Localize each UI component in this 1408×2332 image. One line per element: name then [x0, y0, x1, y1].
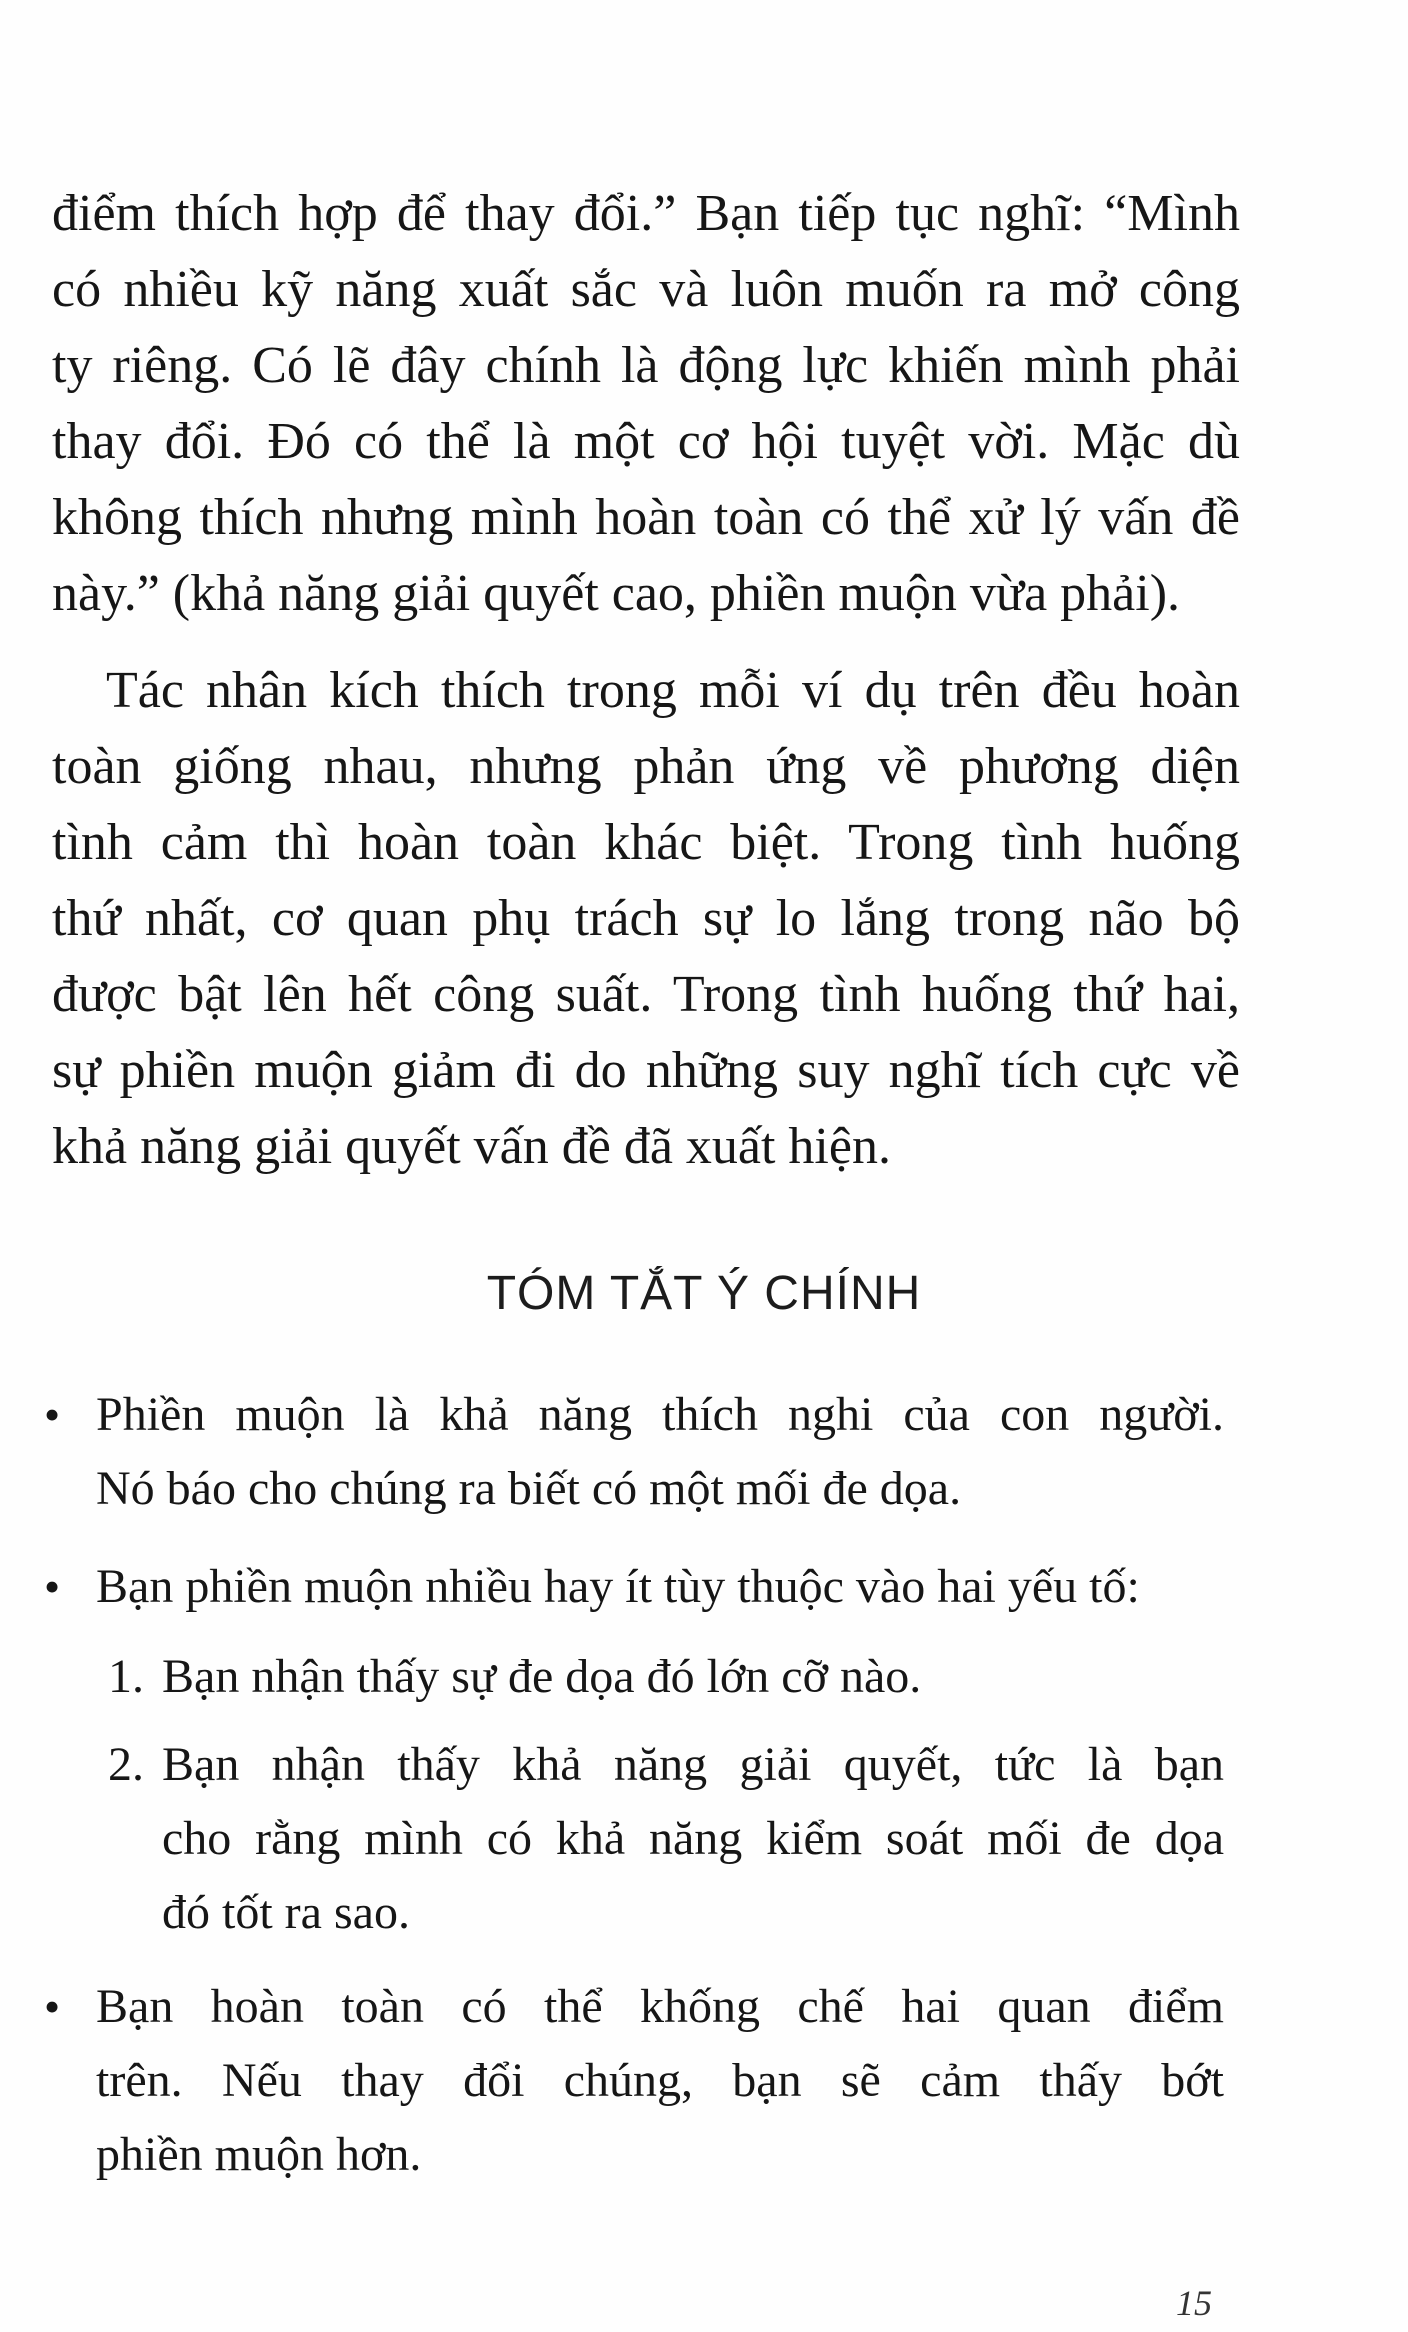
bullet-marker: •	[44, 1561, 61, 1612]
numbered-line: cho rằng mình có khả năng kiểm soát mối đe dọa	[162, 1812, 1224, 1865]
numbered-item	[108, 1728, 1224, 1952]
numbered-item	[108, 1640, 1224, 1716]
summary-bullet-item	[44, 1550, 1224, 1626]
bullet-line: Bạn phiền muộn nhiều hay ít tùy thuộc vào hai yếu tố:	[96, 1560, 1140, 1613]
paragraph-line: điểm thích hợp để thay đổi.” Bạn tiếp tục nghĩ: “Mình	[52, 185, 1240, 242]
paragraph-line: này.” (khả năng giải quyết cao, phiền muộn vừa phải).	[52, 565, 1181, 622]
paragraph-line: được bật lên hết công suất. Trong tình huống thứ hai,	[52, 966, 1240, 1023]
paragraph-continued	[52, 176, 1240, 632]
paragraph-line: ty riêng. Có lẽ đây chính là động lực khiến mình phải	[52, 337, 1240, 394]
bullet-line: Nó báo cho chúng ra biết có một mối đe dọa.	[96, 1462, 962, 1515]
paragraph-line: có nhiều kỹ năng xuất sắc và luôn muốn ra mở công	[52, 261, 1240, 318]
bullet-line: Bạn hoàn toàn có thể khống chế hai quan điểm	[96, 1980, 1224, 2033]
list-number: 1.	[108, 1650, 144, 1703]
paragraph-line: khả năng giải quyết vấn đề đã xuất hiện.	[52, 1118, 891, 1175]
numbered-line: Bạn nhận thấy khả năng giải quyết, tức là bạn	[162, 1738, 1224, 1791]
list-number: 2.	[108, 1738, 144, 1791]
summary-bullet-item	[44, 1970, 1224, 2194]
paragraph-line: Tác nhân kích thích trong mỗi ví dụ trên đều hoàn	[106, 662, 1240, 719]
paragraph-line: thay đổi. Đó có thể là một cơ hội tuyệt vời. Mặc dù	[52, 413, 1240, 470]
paragraph-line: thứ nhất, cơ quan phụ trách sự lo lắng trong não bộ	[52, 890, 1240, 947]
paragraph-line: tình cảm thì hoàn toàn khác biệt. Trong tình huống	[52, 814, 1240, 871]
paragraph-line: toàn giống nhau, nhưng phản ứng về phương diện	[52, 738, 1240, 795]
bullet-line: trên. Nếu thay đổi chúng, bạn sẽ cảm thấy bớt	[96, 2054, 1224, 2107]
bullet-line: phiền muộn hơn.	[96, 2128, 422, 2181]
summary-bullet-item	[44, 1378, 1224, 1528]
page-number: 15	[1176, 2283, 1212, 2323]
numbered-line: Bạn nhận thấy sự đe dọa đó lớn cỡ nào.	[162, 1650, 922, 1703]
bullet-marker: •	[44, 1389, 61, 1440]
bullet-line: Phiền muộn là khả năng thích nghi của con người.	[96, 1388, 1224, 1441]
numbered-line: đó tốt ra sao.	[162, 1886, 410, 1939]
paragraph-conclusion	[52, 653, 1240, 1185]
paragraph-line: sự phiền muộn giảm đi do những suy nghĩ tích cực về	[52, 1042, 1240, 1099]
paragraph-line: không thích nhưng mình hoàn toàn có thể xử lý vấn đề	[52, 489, 1240, 546]
bullet-marker: •	[44, 1981, 61, 2032]
summary-heading: TÓM TẮT Ý CHÍNH	[486, 1267, 922, 1320]
